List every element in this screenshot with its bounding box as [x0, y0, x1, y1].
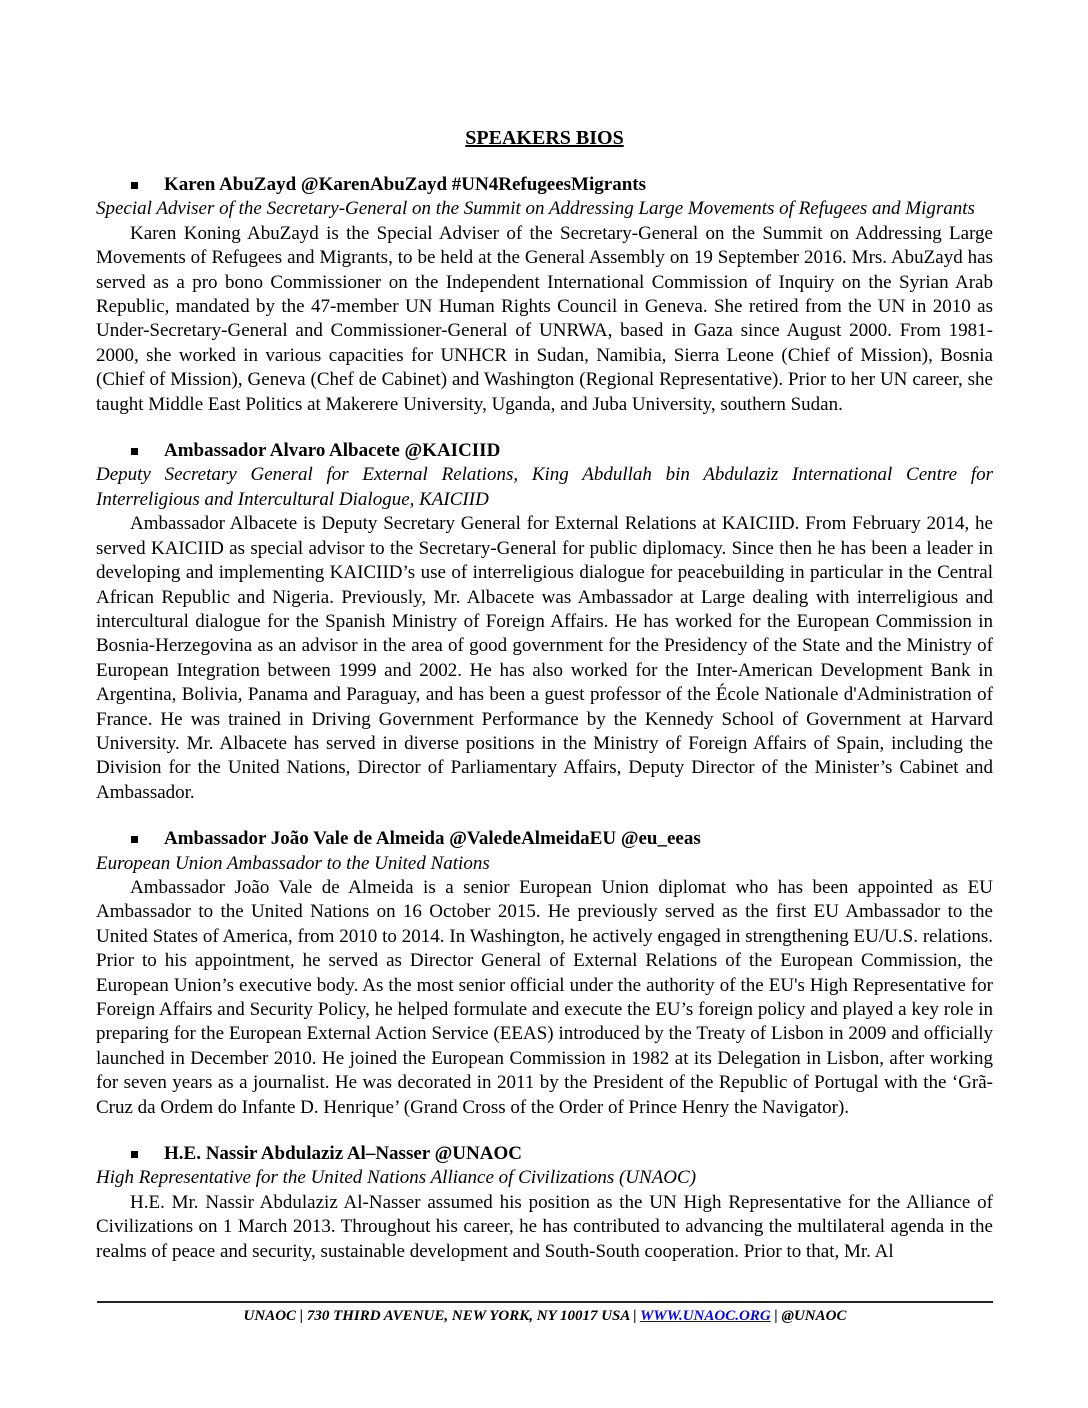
speaker-section-karen-abuzayd — [96, 173, 993, 417]
speaker-header — [96, 173, 993, 197]
page-footer — [97, 1301, 993, 1326]
document-content — [96, 126, 993, 1264]
bullet-icon — [131, 182, 138, 189]
page-title: SPEAKERS BIOS — [465, 127, 624, 149]
speaker-bio: H.E. Mr. Nassir Abdulaziz Al-Nasser assumed his position as the UN High Representative for the Alliance of Civilizations on 1 March 2013. Throughout his career, he has contributed to advancing the multilateral agenda in the realms of peace and security, sustainable development and South-South cooperation. Prior to that, Mr. Al — [96, 1191, 993, 1262]
speaker-role: Special Adviser of the Secretary-General on the Summit on Addressing Large Movements of Refugees and Migrants — [96, 198, 975, 220]
bullet-icon — [131, 836, 138, 843]
speaker-name: H.E. Nassir Abdulaziz Al–Nasser @UNAOC — [164, 1143, 522, 1165]
speaker-bio: Karen Koning AbuZayd is the Special Adviser of the Secretary-General on the Summit on Addressing Large Movements of Refugees and Migrants, to be held at the General Assembly on 19 September 2016. Mrs. AbuZayd has served as a pro bono Commissioner on the Independent International Commission of Inquiry on the Syrian Arab Republic, mandated by the 47-member UN Human Rights Council in Geneva. She retired from the UN in 2010 as Under-Secretary-General and Commissioner-General of UNRWA, based in Gaza since August 2000. From 1981-2000, she worked in various capacities for UNHCR in Sudan, Namibia, Sierra Leone (Chief of Mission), Bosnia (Chief of Mission), Geneva (Chef de Cabinet) and Washington (Regional Representative). Prior to her UN career, she taught Middle East Politics at Makerere University, Uganda, and Juba University, southern Sudan. — [96, 222, 993, 415]
bullet-icon — [131, 1151, 138, 1158]
speaker-bio: Ambassador Albacete is Deputy Secretary General for External Relations at KAICIID. From February 2014, he served KAICIID as special advisor to the Secretary-General for public diplomacy. Since then he has been a leader in developing and implementing KAICIID’s use of interreligious dialogue for peacebuilding in particular in the Central African Republic and Nigeria. Previously, Mr. Albacete was Ambassador at Large dealing with interreligious and intercultural dialogue for the Spanish Ministry of Foreign Affairs. He has worked for the European Commission in Bosnia-Herzegovina as an advisor in the area of good government for the Presidency of the State and the Ministry of European Integration between 1999 and 2002. He has also worked for the Inter-American Development Bank in Argentina, Bolivia, Panama and Paraguay, and has been a guest professor of the École Nationale d'Administration of France. He was trained in Driving Government Performance by the Kennedy School of Government at Harvard University. Mr. Albacete has served in diverse positions in the Ministry of Foreign Affairs of Spain, including the Division for the United Nations, Director of Parliamentary Affairs, Deputy Director of the Minister’s Cabinet and Ambassador. — [96, 513, 993, 803]
speaker-header — [96, 827, 993, 851]
speaker-section-joao-vale-de-almeida — [96, 827, 993, 1120]
speaker-name: Ambassador Alvaro Albacete @KAICIID — [164, 440, 501, 462]
bullet-icon — [131, 448, 138, 455]
speaker-name: Karen AbuZayd @KarenAbuZayd #UN4RefugeesMigrants — [164, 174, 646, 195]
speaker-bio: Ambassador João Vale de Almeida is a senior European Union diplomat who has been appointed as EU Ambassador to the United Nations on 16 October 2015. He previously served as the first EU Ambassador to the United States of America, from 2010 to 2014. In Washington, he actively engaged in strengthening EU/U.S. relations. Prior to his appointment, he served as Director General of External Relations of the European Commission, the European Union’s executive body. As the most senior official under the authority of the EU's High Representative for Foreign Affairs and Security Policy, he helped formulate and execute the EU’s foreign policy and played a key role in preparing for the European External Action Service (EEAS) introduced by the Treaty of Lisbon in 2009 and officially launched in December 2010. He joined the European Commission in 1982 at its Delegation in Lisbon, after working for seven years as a journalist. He was decorated in 2011 by the President of the Republic of Portugal with the ‘Grã-Cruz da Ordem do Infante D. Henrique’ (Grand Cross of the Order of Prince Henry the Navigator). — [96, 876, 993, 1118]
speaker-section-nassir-al-nasser — [96, 1142, 993, 1264]
speaker-name: Ambassador João Vale de Almeida @ValedeAlmeidaEU @eu_eeas — [164, 828, 701, 850]
speaker-section-alvaro-albacete — [96, 439, 993, 805]
footer-address: UNAOC | 730 THIRD AVENUE, NEW YORK, NY 10017 USA | — [243, 1308, 641, 1324]
speaker-role: European Union Ambassador to the United Nations — [96, 852, 490, 874]
footer-twitter-handle: | @UNAOC — [770, 1308, 847, 1324]
speaker-role: High Representative for the United Nations Alliance of Civilizations (UNAOC) — [96, 1167, 697, 1189]
speaker-header — [96, 1142, 993, 1166]
speaker-role: Deputy Secretary General for External Relations, King Abdullah bin Abdulaziz International Centre for Interreligious and Intercultural Dialogue, KAICIID — [96, 464, 993, 510]
speaker-header — [96, 439, 993, 463]
footer-website-link[interactable]: WWW.UNAOC.ORG — [640, 1308, 771, 1324]
